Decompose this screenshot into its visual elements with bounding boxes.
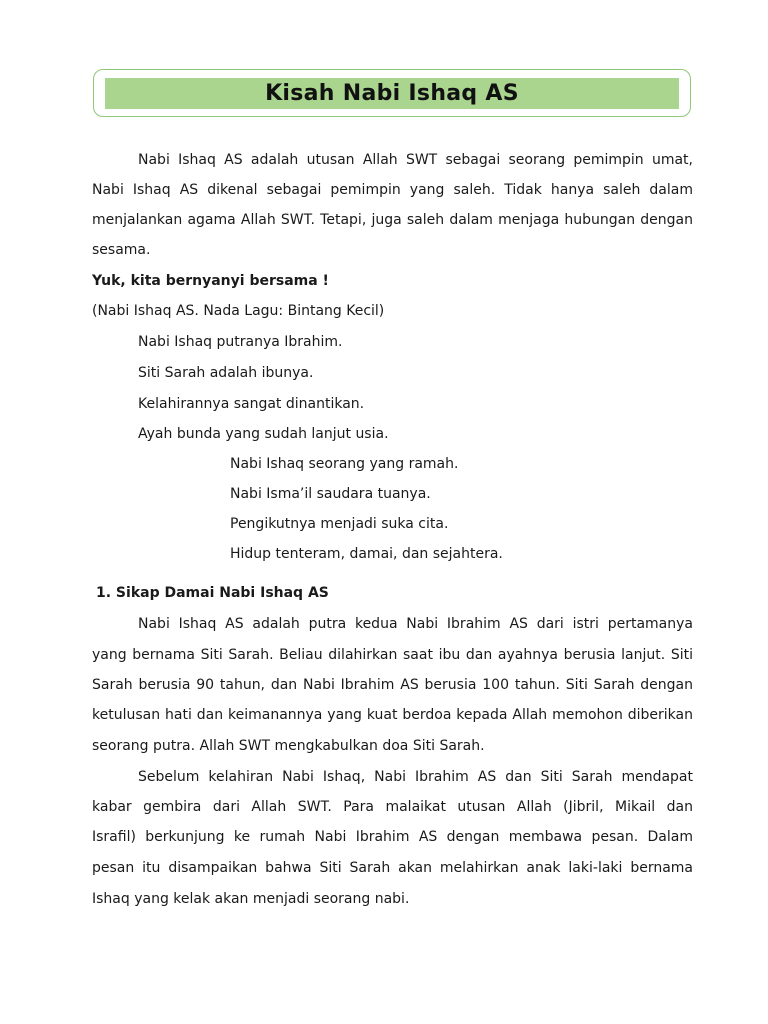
para2-line-4: pesan itu disampaikan bahwa Siti Sarah akan melahirkan anak laki-laki bernama <box>92 860 693 876</box>
para1-line-5: seorang putra. Allah SWT mengkabulkan doa Siti Sarah. <box>92 738 485 754</box>
song-note: (Nabi Ishaq AS. Nada Lagu: Bintang Kecil) <box>92 303 385 319</box>
verse2-line-1: Nabi Ishaq seorang yang ramah. <box>230 456 459 472</box>
verse2-line-4: Hidup tenteram, damai, dan sejahtera. <box>230 546 503 562</box>
para2-line-1: Sebelum kelahiran Nabi Ishaq, Nabi Ibrahim AS dan Siti Sarah mendapat <box>138 769 693 785</box>
verse1-line-1: Nabi Ishaq putranya Ibrahim. <box>138 334 343 350</box>
para1-line-4: ketulusan hati dan keimanannya yang kuat berdoa kepada Allah memohon diberikan <box>92 707 693 723</box>
verse2-line-3: Pengikutnya menjadi suka cita. <box>230 516 449 532</box>
song-heading: Yuk, kita bernyanyi bersama ! <box>92 273 329 289</box>
section-heading: 1. Sikap Damai Nabi Ishaq AS <box>96 585 329 601</box>
page-title: Kisah Nabi Ishaq AS <box>265 81 519 106</box>
verse2-line-2: Nabi Isma’il saudara tuanya. <box>230 486 431 502</box>
verse1-line-3: Kelahirannya sangat dinantikan. <box>138 396 365 412</box>
title-frame <box>93 69 691 117</box>
intro-line-3: menjalankan agama Allah SWT. Tetapi, juga saleh dalam menjaga hubungan dengan <box>92 212 693 228</box>
intro-line-4: sesama. <box>92 242 151 258</box>
para2-line-2: kabar gembira dari Allah SWT. Para malaikat utusan Allah (Jibril, Mikail dan <box>92 799 693 815</box>
title-band <box>105 78 679 109</box>
para1-line-3: Sarah berusia 90 tahun, dan Nabi Ibrahim AS berusia 100 tahun. Siti Sarah dengan <box>92 677 693 693</box>
para1-line-1: Nabi Ishaq AS adalah putra kedua Nabi Ibrahim AS dari istri pertamanya <box>138 616 693 632</box>
para2-line-3: Israfil) berkunjung ke rumah Nabi Ibrahim AS dengan membawa pesan. Dalam <box>92 829 693 845</box>
intro-line-2: Nabi Ishaq AS dikenal sebagai pemimpin yang saleh. Tidak hanya saleh dalam <box>92 182 693 198</box>
intro-line-1: Nabi Ishaq AS adalah utusan Allah SWT sebagai seorang pemimpin umat, <box>138 152 693 168</box>
verse1-line-4: Ayah bunda yang sudah lanjut usia. <box>138 426 389 442</box>
verse1-line-2: Siti Sarah adalah ibunya. <box>138 365 314 381</box>
para1-line-2: yang bernama Siti Sarah. Beliau dilahirkan saat ibu dan ayahnya berusia lanjut. Siti <box>92 647 693 663</box>
para2-line-5: Ishaq yang kelak akan menjadi seorang nabi. <box>92 891 410 907</box>
